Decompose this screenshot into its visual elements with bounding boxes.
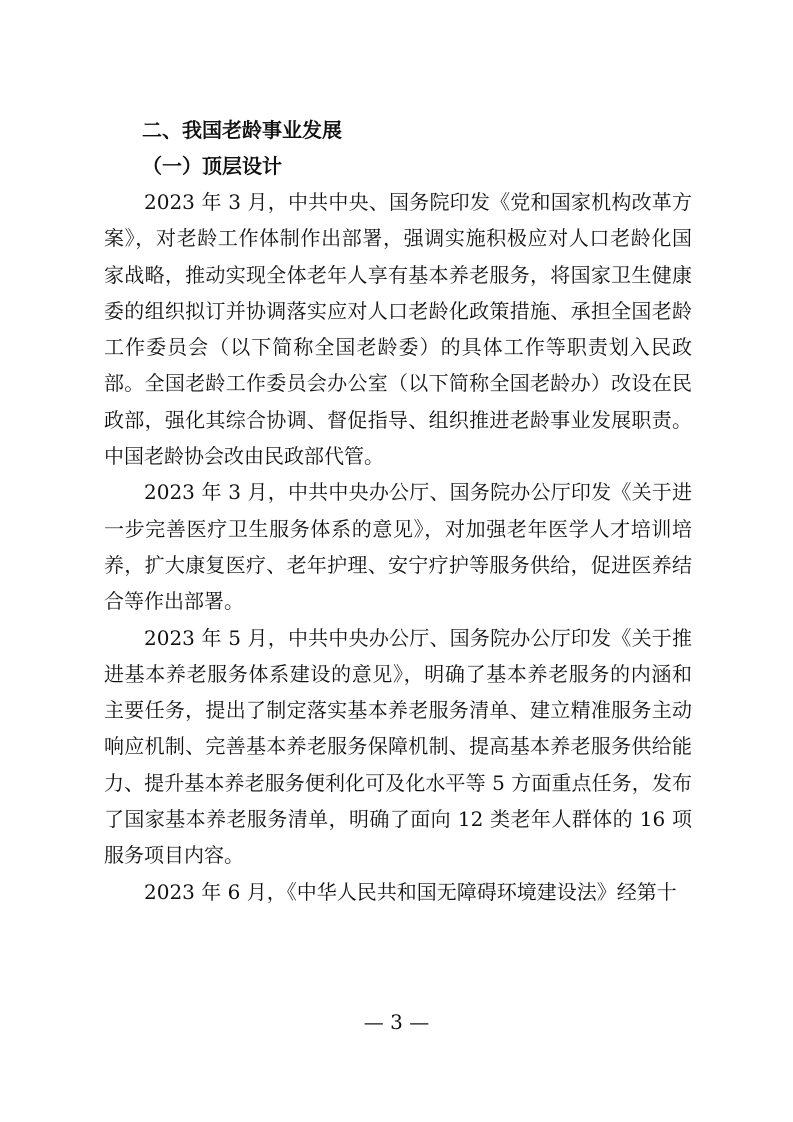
section-subheading: （一）顶层设计 bbox=[142, 154, 282, 178]
paragraph-barrier-free-law: 2023 年 6 月，《中华人民共和国无障碍环境建设法》经第十 bbox=[144, 879, 677, 904]
section-heading: 二、我国老龄事业发展 bbox=[142, 118, 342, 142]
paragraph-basic-elderly-care: 2023 年 5 月，中共中央办公厅、国务院办公厅印发《关于推进基本养老服务体系建设的意见》，明确了基本养老服务的内涵和主要任务，提出了制定落实基本养老服务清单、建立精准服务主动响应机制、完善基本养老服务保障机制、提高基本养老服务供给能力、提升基本养老服务便利化可及化水平等 5 方面重点任务，发布了国家基本养老服务清单，明确了面向 12 类老年人群体的 16 项服务项目内容。 bbox=[104, 625, 692, 868]
page-number: — 3 — bbox=[363, 1010, 430, 1034]
paragraph-medical-service-system: 2023 年 3 月，中共中央办公厅、国务院办公厅印发《关于进一步完善医疗卫生服务体系的意见》，对加强老年医学人才培训培养，扩大康复医疗、老年护理、安宁疗护等服务供给，促进医养结合等作出部署。 bbox=[104, 480, 692, 614]
paragraph-institutional-reform: 2023 年 3 月，中共中央、国务院印发《党和国家机构改革方案》，对老龄工作体制作出部署，强调实施积极应对人口老龄化国家战略，推动实现全体老年人享有基本养老服务，将国家卫生健康委的组织拟订并协调落实应对人口老龄化政策措施、承担全国老龄工作委员会（以下简称全国老龄委）的具体工作等职责划入民政部。全国老龄工作委员会办公室（以下简称全国老龄办）改设在民政部，强化其综合协调、督促指导、组织推进老龄事业发展职责。中国老龄协会改由民政部代管。 bbox=[104, 190, 692, 469]
page-content bbox=[104, 112, 692, 910]
